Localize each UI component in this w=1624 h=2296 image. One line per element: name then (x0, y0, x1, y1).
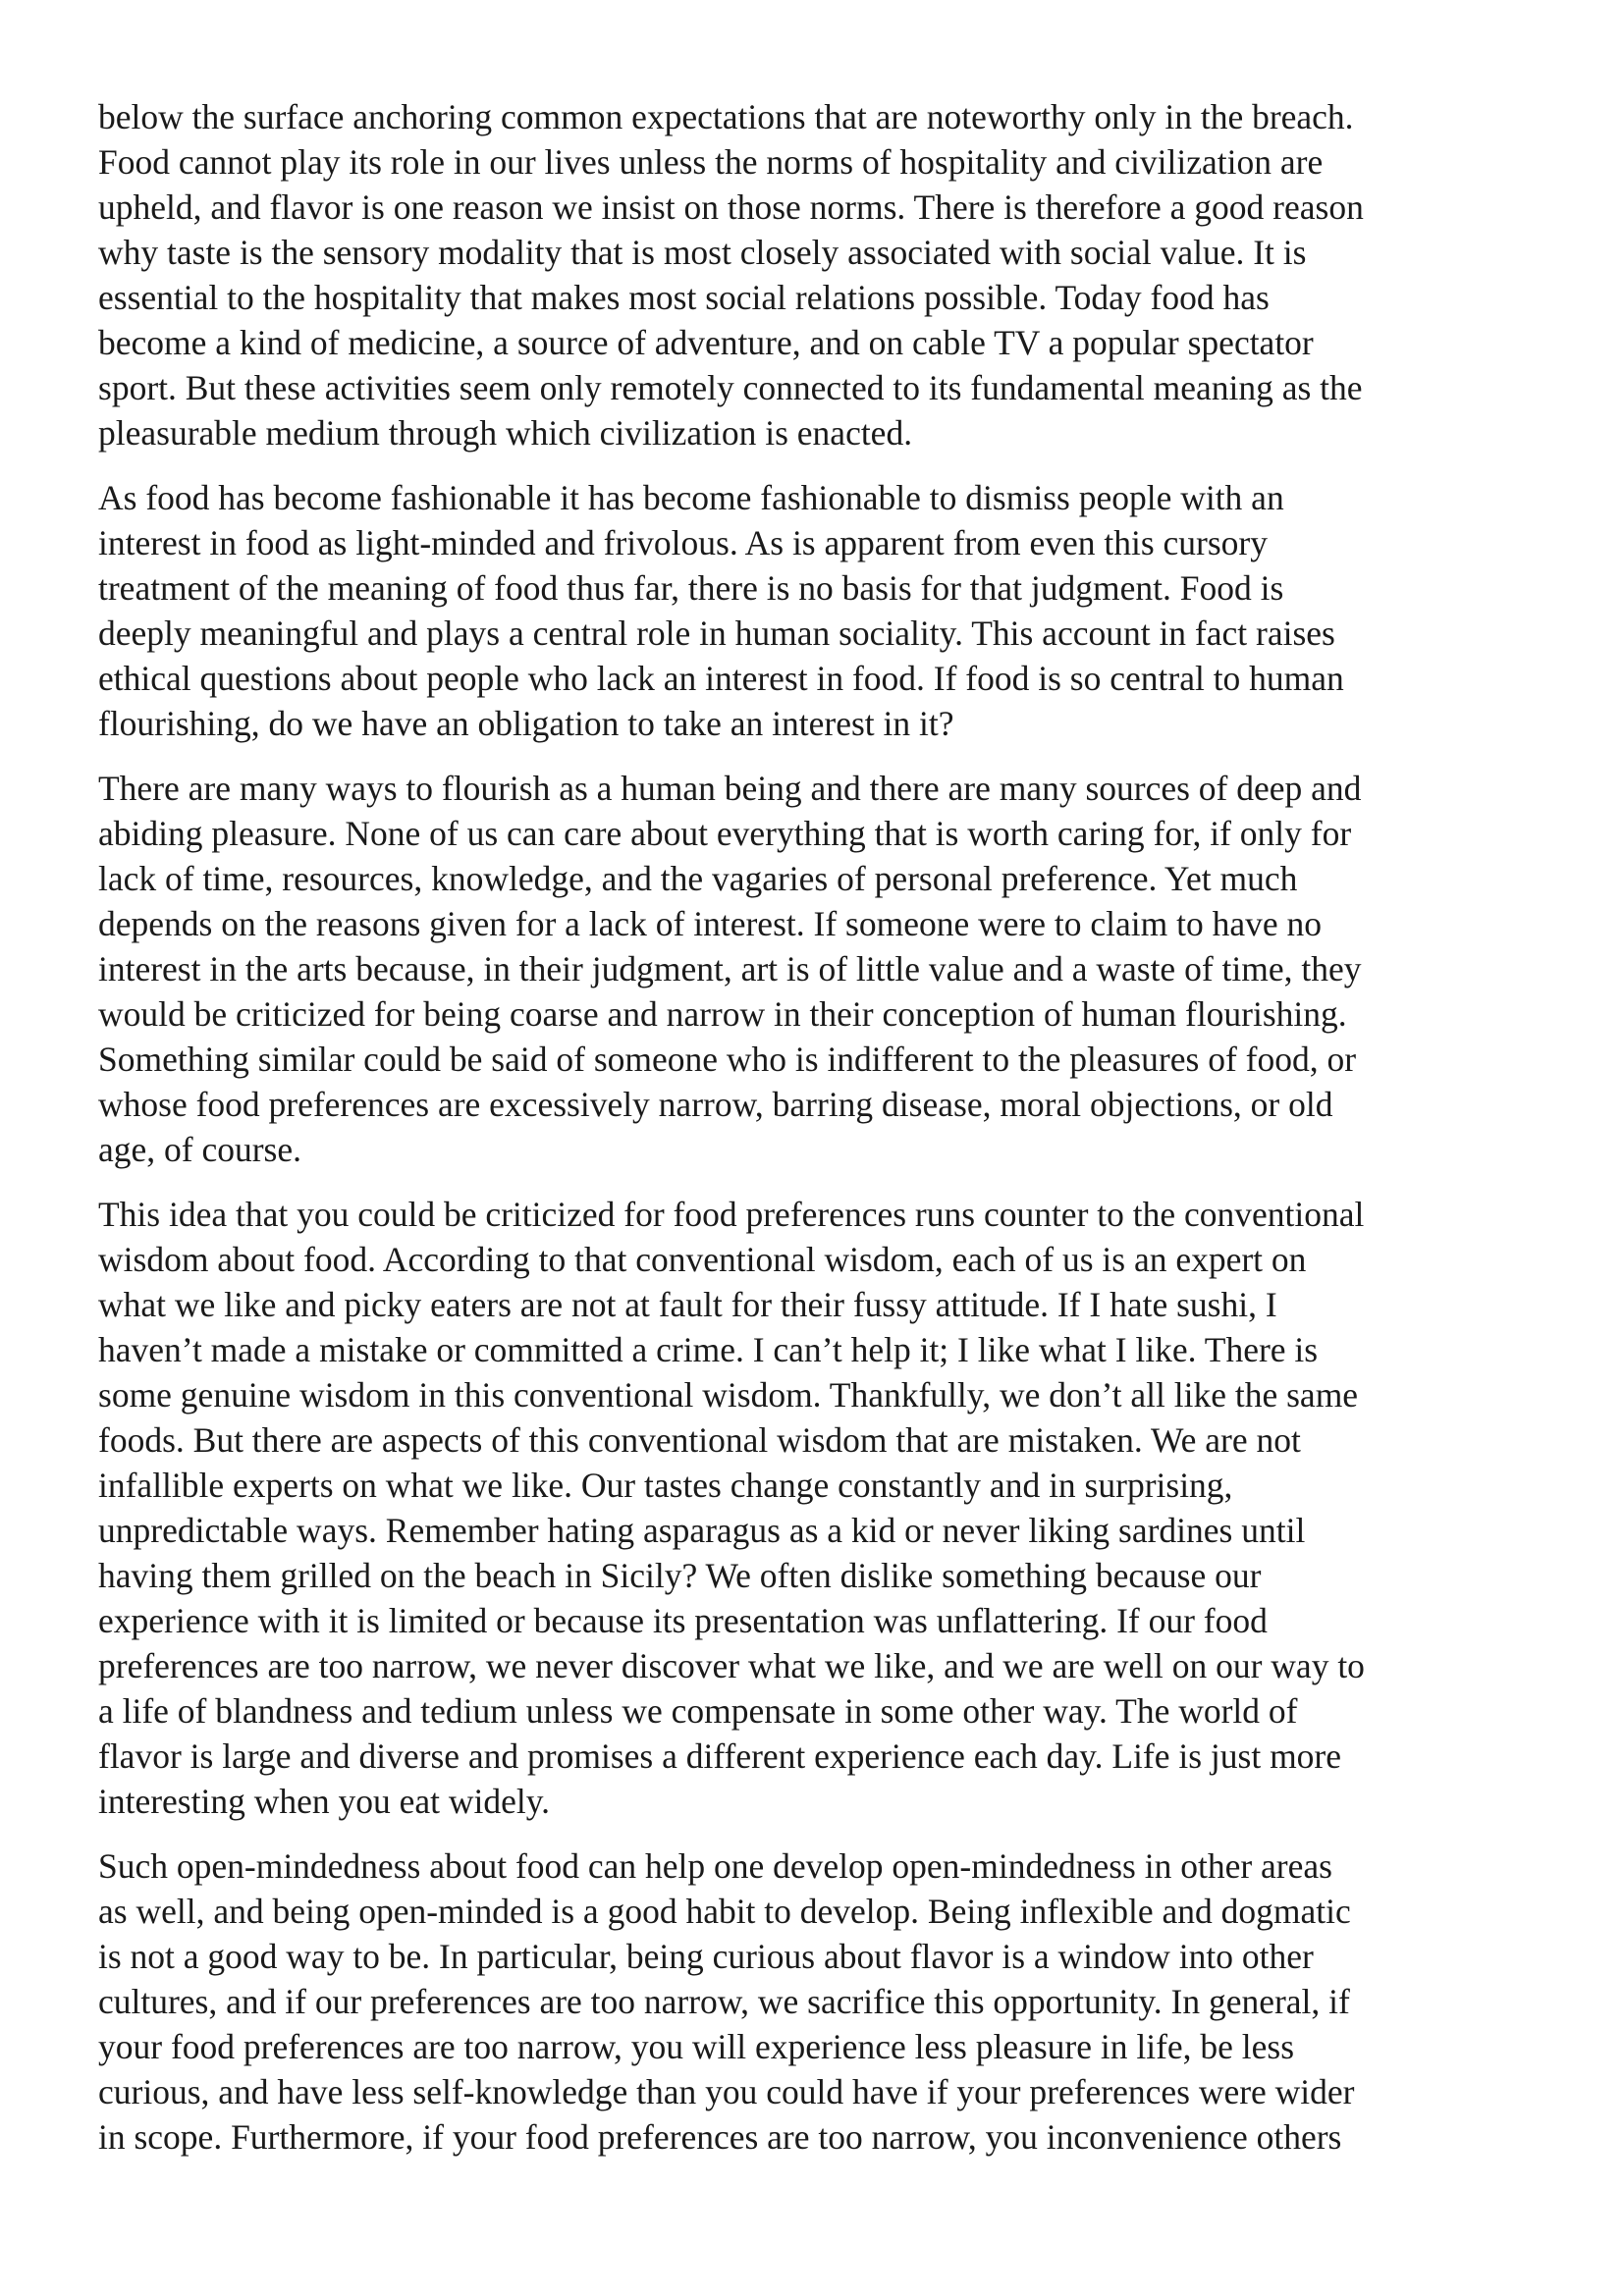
text-line: ethical questions about people who lack an interest in food. If food is so central to human (98, 659, 1344, 698)
paragraph-1 (98, 94, 1532, 455)
text-line: curious, and have less self-knowledge than you could have if your preferences were wider (98, 2072, 1355, 2111)
text-line: whose food preferences are excessively narrow, barring disease, moral objections, or old (98, 1085, 1333, 1124)
paragraph-2 (98, 475, 1532, 746)
text-line: your food preferences are too narrow, you will experience less pleasure in life, be less (98, 2027, 1295, 2066)
text-line: sport. But these activities seem only remotely connected to its fundamental meaning as the (98, 368, 1363, 407)
text-line: experience with it is limited or because its presentation was unflattering. If our food (98, 1601, 1268, 1640)
text-line: some genuine wisdom in this conventional wisdom. Thankfully, we don’t all like the same (98, 1375, 1359, 1415)
text-line: foods. But there are aspects of this conventional wisdom that are mistaken. We are not (98, 1420, 1301, 1460)
text-line: become a kind of medicine, a source of adventure, and on cable TV a popular spectator (98, 323, 1314, 362)
text-line: cultures, and if our preferences are too narrow, we sacrifice this opportunity. In general, if (98, 1982, 1350, 2021)
text-line: essential to the hospitality that makes most social relations possible. Today food has (98, 278, 1270, 317)
text-line: unpredictable ways. Remember hating asparagus as a kid or never liking sardines until (98, 1511, 1306, 1550)
paragraph-4 (98, 1192, 1532, 1824)
paragraph-5 (98, 1843, 1532, 2160)
text-line: is not a good way to be. In particular, being curious about flavor is a window into other (98, 1937, 1314, 1976)
text-line: pleasurable medium through which civilization is enacted. (98, 413, 913, 453)
text-line: interest in the arts because, in their judgment, art is of little value and a waste of time, they (98, 949, 1362, 988)
text-line: abiding pleasure. None of us can care about everything that is worth caring for, if only for (98, 814, 1352, 853)
text-line: interesting when you eat widely. (98, 1782, 551, 1821)
text-line: a life of blandness and tedium unless we compensate in some other way. The world of (98, 1691, 1298, 1731)
text-line: upheld, and flavor is one reason we insist on those norms. There is therefore a good reason (98, 187, 1364, 227)
text-line: age, of course. (98, 1130, 301, 1169)
text-line: treatment of the meaning of food thus far, there is no basis for that judgment. Food is (98, 568, 1284, 608)
text-line: deeply meaningful and plays a central role in human sociality. This account in fact raises (98, 614, 1335, 653)
text-line: This idea that you could be criticized for food preferences runs counter to the conventional (98, 1195, 1365, 1234)
text-line: Something similar could be said of someone who is indifferent to the pleasures of food, or (98, 1040, 1357, 1079)
text-line: in scope. Furthermore, if your food preferences are too narrow, you inconvenience others (98, 2117, 1342, 2157)
text-line: having them grilled on the beach in Sicily? We often dislike something because our (98, 1556, 1262, 1595)
text-line: as well, and being open-minded is a good habit to develop. Being inflexible and dogmatic (98, 1892, 1351, 1931)
text-line: infallible experts on what we like. Our tastes change constantly and in surprising, (98, 1466, 1233, 1505)
text-line: Such open-mindedness about food can help one develop open-mindedness in other areas (98, 1846, 1332, 1886)
text-line: flavor is large and diverse and promises a different experience each day. Life is just more (98, 1736, 1342, 1776)
text-line: As food has become fashionable it has become fashionable to dismiss people with an (98, 478, 1284, 517)
text-line: depends on the reasons given for a lack of interest. If someone were to claim to have no (98, 904, 1323, 943)
text-line: interest in food as light-minded and frivolous. As is apparent from even this cursory (98, 523, 1268, 562)
text-line: below the surface anchoring common expectations that are noteworthy only in the breach. (98, 97, 1354, 136)
text-line: flourishing, do we have an obligation to take an interest in it? (98, 704, 954, 743)
text-line: There are many ways to flourish as a human being and there are many sources of deep and (98, 769, 1362, 808)
document-page (98, 94, 1532, 2179)
text-line: haven’t made a mistake or committed a crime. I can’t help it; I like what I like. There is (98, 1330, 1319, 1369)
text-line: why taste is the sensory modality that is most closely associated with social value. It is (98, 233, 1307, 272)
text-line: Food cannot play its role in our lives unless the norms of hospitality and civilization are (98, 142, 1324, 182)
text-line: lack of time, resources, knowledge, and the vagaries of personal preference. Yet much (98, 859, 1298, 898)
text-line: wisdom about food. According to that conventional wisdom, each of us is an expert on (98, 1240, 1307, 1279)
text-line: would be criticized for being coarse and narrow in their conception of human flourishing. (98, 994, 1347, 1034)
text-line: preferences are too narrow, we never discover what we like, and we are well on our way to (98, 1646, 1365, 1685)
text-line: what we like and picky eaters are not at fault for their fussy attitude. If I hate sushi, I (98, 1285, 1277, 1324)
paragraph-3 (98, 766, 1532, 1172)
